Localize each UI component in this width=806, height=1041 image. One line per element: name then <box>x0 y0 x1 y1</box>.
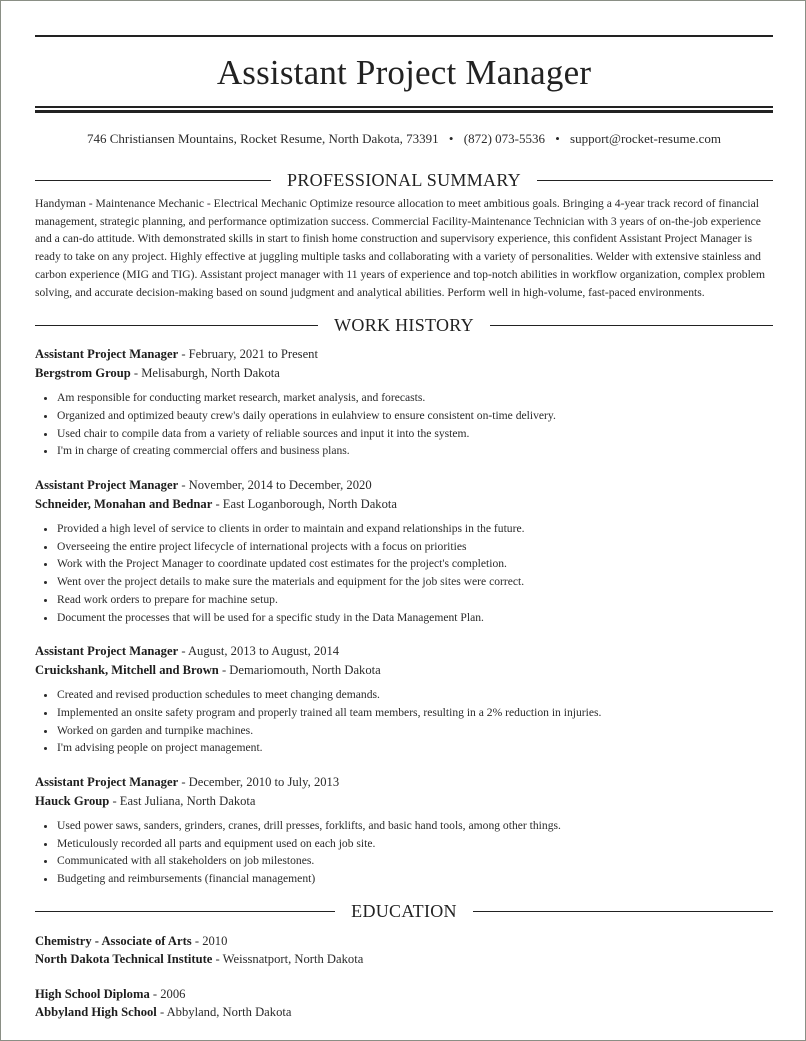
job-role-line <box>35 773 773 792</box>
education-degree-line <box>35 932 773 951</box>
education-degree-line <box>35 985 773 1004</box>
contact-phone: (872) 073-5536 <box>463 131 545 146</box>
top-rule <box>35 35 773 37</box>
job-role-line <box>35 476 773 495</box>
summary-text: Handyman - Maintenance Mechanic - Electrical Mechanic Optimize resource allocation to meet ambitious goals. Bringing a 4-year track record of financial management, strategic planning, and performance optimization success. Commercial Facility-Maintenance Technician with 3 years of on-the-job experience and a can-do attitude. With demonstrated skills in start to finish home construction and supervisory experience, this confident Assistant Project Manager is ready to take on any project. Highly effective at juggling multiple tasks and collaborating with a variety of personalities. Welder with extensive stainless and carbon experience (MIG and TIG). Assistant project manager with 11 years of experience and top-notch abilities in workflow organization, complex problem solving, and accurate decision-making based on sound judgment and analytical abilities. Perform well in high-volume, fast-paced environments. <box>35 197 765 299</box>
job-bullet: • Meticulously recorded all parts and equipment used on each job site. <box>57 835 773 853</box>
heading-rule-left <box>35 325 318 326</box>
job-entry <box>35 476 773 626</box>
job-bullet: • Document the processes that will be used for a specific study in the Data Management Plan. <box>57 609 773 627</box>
job-company-line <box>35 495 773 514</box>
job-title: Assistant Project Manager <box>35 644 179 659</box>
job-bullet: • Implemented an onsite safety program and properly trained all team members, resulting in a 2% reduction in injuries. <box>57 704 773 722</box>
education-school-line <box>35 950 773 969</box>
resume-name: Assistant Project Manager <box>216 53 592 92</box>
job-company: Bergstrom Group <box>35 365 131 380</box>
education-year: - 2006 <box>149 986 186 1001</box>
job-bullet: • Budgeting and reimbursements (financial management) <box>57 870 773 888</box>
education-heading-title: EDUCATION <box>351 901 457 922</box>
job-bullet: • Work with the Project Manager to coordinate updated cost estimates for the project's completion. <box>57 555 773 573</box>
contact-email: support@rocket-resume.com <box>570 131 722 146</box>
job-company: Schneider, Monahan and Bednar <box>35 496 213 511</box>
resume-content <box>35 35 773 1022</box>
job-company: Hauck Group <box>35 793 110 808</box>
job-dates: - November, 2014 to December, 2020 <box>178 478 372 493</box>
job-bullet: • Communicated with all stakeholders on job milestones. <box>57 852 773 870</box>
job-bullet: • Am responsible for conducting market research, market analysis, and forecasts. <box>57 389 773 407</box>
heading-rule-right <box>490 325 773 326</box>
education-entry <box>35 932 773 969</box>
heading-rule-left <box>35 180 271 181</box>
education-degree: High School Diploma <box>35 986 150 1001</box>
job-title: Assistant Project Manager <box>35 347 179 362</box>
job-bullets <box>35 817 773 888</box>
education-school: North Dakota Technical Institute <box>35 952 213 967</box>
job-entry <box>35 773 773 888</box>
job-role-line <box>35 345 773 364</box>
contact-address: 746 Christiansen Mountains, Rocket Resume, North Dakota, 73391 <box>86 131 439 146</box>
heading-rule-right <box>473 911 773 912</box>
job-bullet: • Worked on garden and turnpike machines. <box>57 722 773 740</box>
job-dates: - August, 2013 to August, 2014 <box>178 644 340 659</box>
education-location: - Weissnatport, North Dakota <box>212 952 364 967</box>
job-title: Assistant Project Manager <box>35 775 179 790</box>
job-location: - East Juliana, North Dakota <box>109 793 256 808</box>
job-company-line <box>35 792 773 811</box>
job-bullet: • Read work orders to prepare for machine setup. <box>57 591 773 609</box>
job-bullets <box>35 686 773 757</box>
job-bullet: • Went over the project details to make sure the materials and equipment for the job sites were correct. <box>57 573 773 591</box>
job-company: Cruickshank, Mitchell and Brown <box>35 662 219 677</box>
job-bullet: • Used power saws, sanders, grinders, cranes, drill presses, forklifts, and basic hand tools, among other things. <box>57 817 773 835</box>
job-bullet: • Provided a high level of service to clients in order to maintain and expand relationships in the future. <box>57 520 773 538</box>
summary-heading-title: PROFESSIONAL SUMMARY <box>287 169 521 190</box>
job-entry <box>35 642 773 757</box>
job-location: - East Loganborough, North Dakota <box>212 496 397 511</box>
education-school-line <box>35 1003 773 1022</box>
heading-rule-left <box>35 911 335 912</box>
job-dates: - December, 2010 to July, 2013 <box>178 775 340 790</box>
header-double-rule <box>35 106 773 113</box>
work-history-heading-title: WORK HISTORY <box>334 314 474 335</box>
job-bullet: • I'm advising people on project management. <box>57 739 773 757</box>
summary-heading <box>35 168 773 192</box>
education-location: - Abbyland, North Dakota <box>156 1005 292 1020</box>
contact-line <box>35 130 773 148</box>
job-location: - Demariomouth, North Dakota <box>218 662 381 677</box>
education-degree: Chemistry - Associate of Arts <box>35 933 192 948</box>
job-bullets <box>35 520 773 626</box>
job-role-line <box>35 642 773 661</box>
job-bullet: • I'm in charge of creating commercial offers and business plans. <box>57 442 773 460</box>
education-heading <box>35 900 773 924</box>
contact-separator: • <box>448 131 454 146</box>
heading-rule-right <box>537 180 773 181</box>
education-entry <box>35 985 773 1022</box>
education-school: Abbyland High School <box>35 1005 157 1020</box>
work-history-heading <box>35 313 773 337</box>
education-year: - 2010 <box>191 933 228 948</box>
job-bullet: • Organized and optimized beauty crew's daily operations in eulahview to ensure consistent on-time delivery. <box>57 407 773 425</box>
job-bullet: • Overseeing the entire project lifecycle of international projects with a focus on priorities <box>57 538 773 556</box>
job-bullets <box>35 389 773 460</box>
job-location: - Melisaburgh, North Dakota <box>130 365 280 380</box>
job-title: Assistant Project Manager <box>35 478 179 493</box>
job-dates: - February, 2021 to Present <box>178 347 318 362</box>
job-company-line <box>35 661 773 680</box>
job-entry <box>35 345 773 460</box>
work-history-list <box>35 345 773 888</box>
job-company-line <box>35 364 773 383</box>
contact-separator: • <box>555 131 560 146</box>
job-bullet: • Used chair to compile data from a variety of reliable sources and input it into the system. <box>57 425 773 443</box>
job-bullet: • Created and revised production schedules to meet changing demands. <box>57 686 773 704</box>
